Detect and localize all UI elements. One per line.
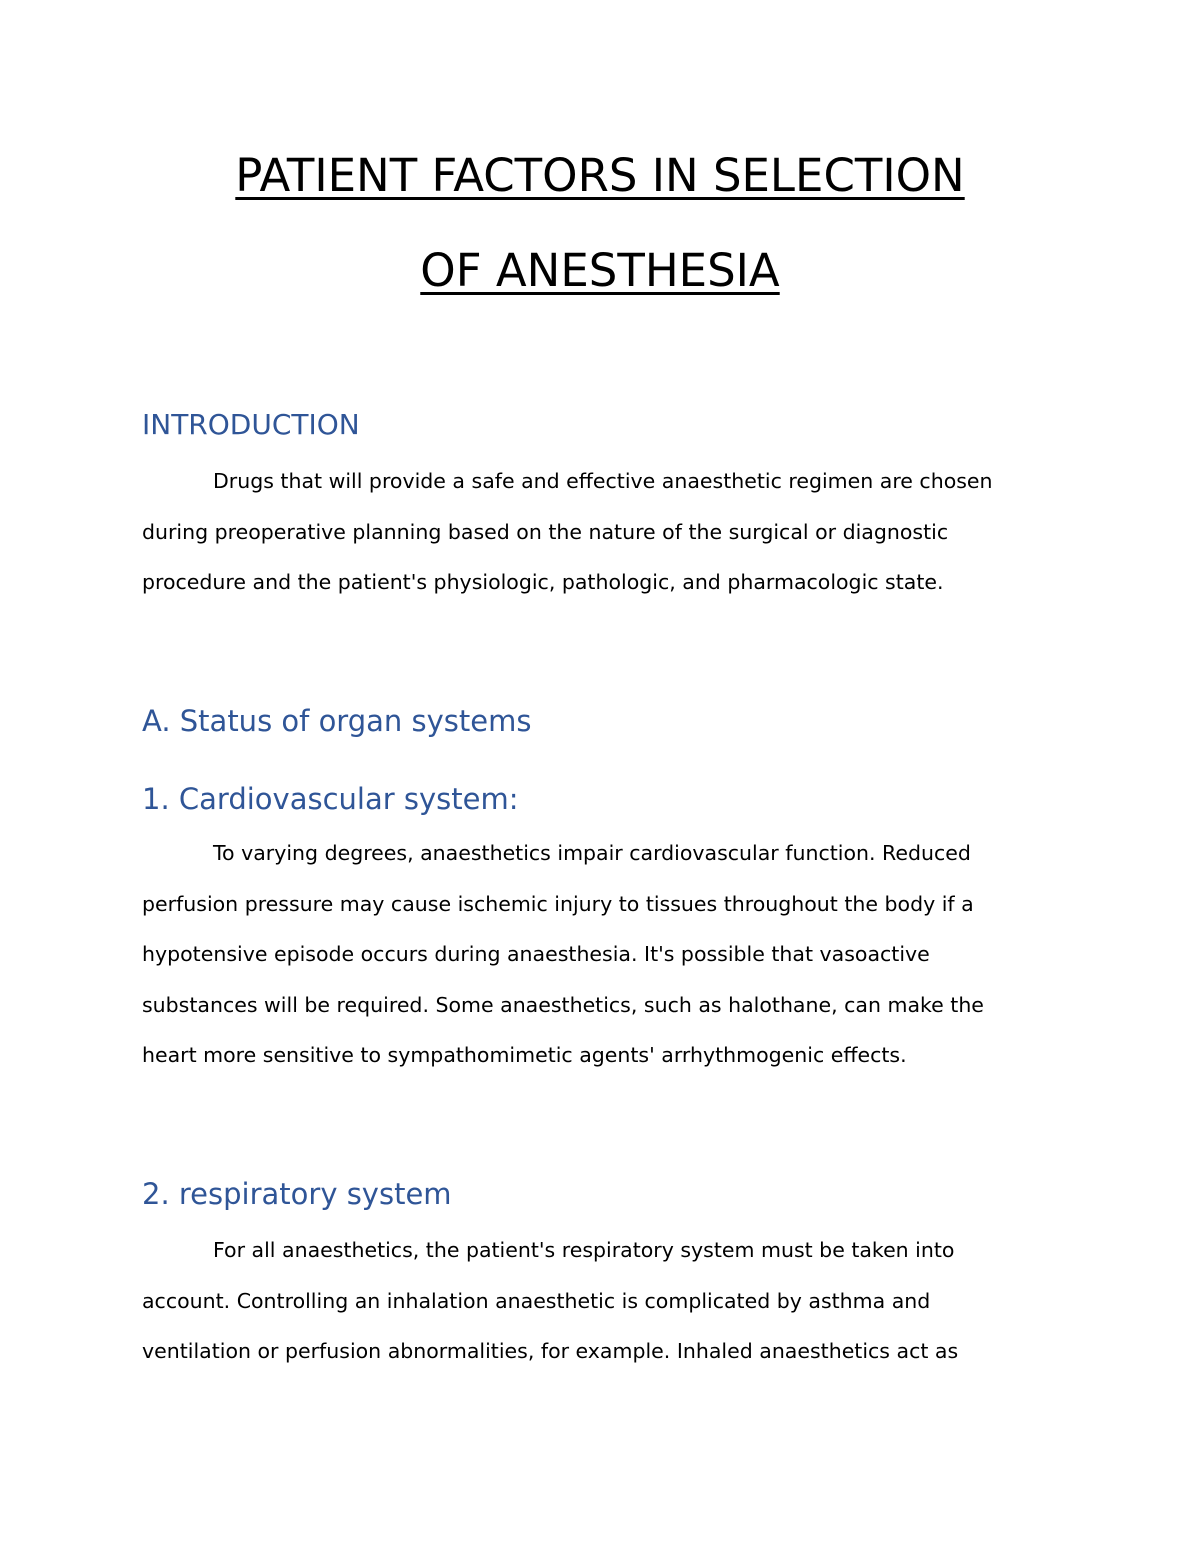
respiratory-paragraph	[142, 1225, 1062, 1377]
respiratory-heading: 2. respiratory system	[142, 1177, 452, 1211]
paragraph-line: account. Controlling an inhalation anaesthetic is complicated by asthma and	[142, 1288, 931, 1313]
introduction-heading: INTRODUCTION	[142, 408, 360, 441]
cardiovascular-heading: 1. Cardiovascular system:	[142, 782, 519, 816]
document-title-line-2: OF ANESTHESIA	[420, 244, 780, 297]
paragraph-line: perfusion pressure may cause ischemic injury to tissues throughout the body if a	[142, 891, 974, 916]
paragraph-line: ventilation or perfusion abnormalities, for example. Inhaled anaesthetics act as	[142, 1339, 959, 1363]
paragraph-line: substances will be required. Some anaesthetics, such as halothane, can make the	[142, 992, 984, 1017]
section-a-heading: A. Status of organ systems	[142, 704, 532, 738]
paragraph-line: procedure and the patient's physiologic, pathologic, and pharmacologic state.	[142, 570, 944, 594]
document-title-line-1: PATIENT FACTORS IN SELECTION	[235, 149, 965, 202]
introduction-paragraph	[142, 456, 1062, 608]
cardiovascular-paragraph	[142, 828, 1062, 1081]
paragraph-line: heart more sensitive to sympathomimetic agents' arrhythmogenic effects.	[142, 1043, 907, 1067]
paragraph-line: Drugs that will provide a safe and effective anaesthetic regimen are chosen	[213, 469, 993, 493]
paragraph-line: To varying degrees, anaesthetics impair cardiovascular function. Reduced	[213, 841, 971, 865]
paragraph-line: hypotensive episode occurs during anaesthesia. It's possible that vasoactive	[142, 942, 930, 966]
paragraph-line: For all anaesthetics, the patient's respiratory system must be taken into	[213, 1238, 955, 1262]
paragraph-line: during preoperative planning based on the nature of the surgical or diagnostic	[142, 519, 949, 544]
